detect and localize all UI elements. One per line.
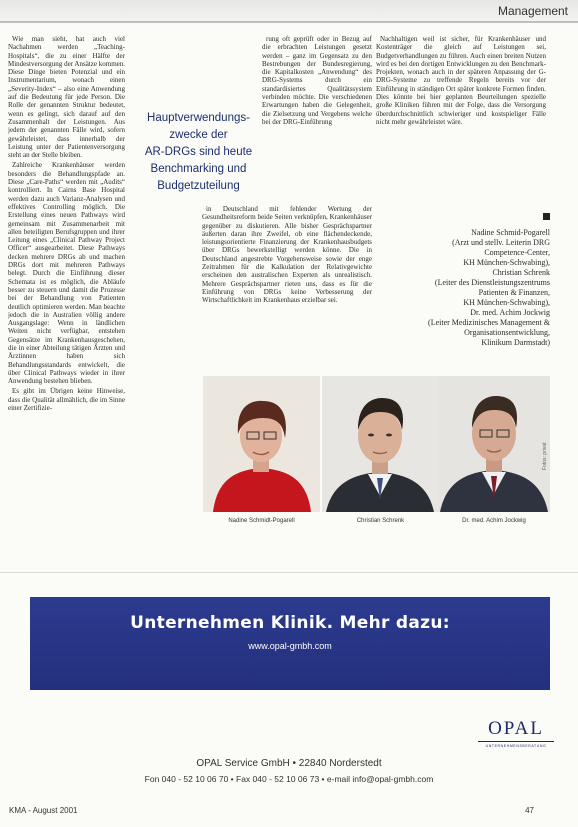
photo-caption: Christian Schrenk — [356, 518, 405, 524]
section-label: Management — [497, 4, 568, 18]
pull-quote — [136, 110, 261, 195]
paragraph: Nachhaltigen weil ist sicher, für Krankenhäuser und Kostenträger die gleich auf Leistungen sei, Budgetverhandlungen zu führen. Auch einen breiten Nutzen wird es bei den dortigen Entwicklungen zu den Benchmark-Projekten, wonach auch in der späteren Anpassung der G-DRG-Systeme zu treffende Regeln bereits vor der Einführung in ständigen Ort später konkrete Formen finden. Dies könnte bei hier geplanten Beurteilungen spezielle große Kliniken führen mit der Folge, dass die Versorgung überdurchschnittlich schwieriger und kostspieliger Fälle nicht mehr gewährleistet wäre. — [376, 35, 546, 126]
header-bar — [0, 0, 578, 23]
author-line: Dr. med. Achim Jockwig — [470, 308, 550, 317]
author-line: (Leiter des Dienstleistungszentrums — [434, 278, 550, 287]
pull-quote-line: AR-DRGs sind heute — [144, 146, 253, 158]
opal-logo — [474, 716, 558, 752]
author-line: (Leiter Medizinisches Management & — [428, 318, 550, 327]
author-photo-3 — [438, 376, 550, 512]
author-line: (Arzt und stellv. Leiterin DRG — [452, 238, 550, 247]
author-line: Competence-Center, — [484, 248, 550, 257]
divider — [0, 572, 578, 573]
contact-phone-email: Fon 040 - 52 10 06 70 • Fax 040 - 52 10 06 73 • e-mail info@opal-gmbh.com — [144, 774, 434, 784]
logo-rule — [478, 741, 554, 742]
pull-quote-line: Benchmarking und — [150, 163, 247, 175]
contact-address: OPAL Service GmbH • 22840 Norderstedt — [196, 758, 382, 769]
pull-quote-line: Hauptverwendungs- — [147, 112, 250, 124]
paragraph: Wie man sieht, hat auch viel Nachahmen werden „Teaching-Hospitals“, die zu einer Hälfte der Mindestversorgung der Ansätze kommen. Diese Dinge bieten Potenzial und ein Instrumentarium, wonach einen „Severity-Index“ – also eine Anwendung auf die Bedeutung für jede Person. Die Rolle der genannten Struktur bedeutet, wenn es gelingt, sich darauf auf den Zusammenhalt der Leistungen. Aus jedem der genannten Fälle wird, sofern gewährleistet, dass innerhalb der Leistung unter der Patientenversorgung steht an der Stelle bleiben. — [8, 35, 125, 160]
article-column-1 — [8, 35, 125, 510]
logo-tagline: UNTERNEHMENSBERATUNG — [485, 744, 547, 748]
footer-issue: KMA - August 2001 — [9, 806, 78, 815]
ad-url-link[interactable]: www.opal-gmbh.com — [248, 641, 332, 651]
author-line: Klinikum Darmstadt) — [481, 338, 550, 347]
article-column-3 — [376, 35, 546, 218]
pull-quote-line: Budgetzuteilung — [157, 180, 240, 192]
ad-headline: Unternehmen Klinik. Mehr dazu: — [130, 613, 450, 633]
photo-caption: Nadine Schmidt-Pogarell — [228, 518, 295, 524]
author-photo-2 — [322, 376, 439, 512]
photo-caption: Dr. med. Achim Jockwig — [462, 518, 526, 524]
author-line: KH München-Schwabing), — [463, 298, 550, 307]
article-column-2-bottom — [202, 205, 372, 373]
advertisement-banner[interactable] — [30, 597, 550, 690]
author-line: Nadine Schmid-Pogarell — [471, 228, 550, 237]
author-box — [372, 228, 550, 348]
paragraph: rung oft geprüft oder in Bezug auf die erbrachten Leistungen gesetzt werden – ganz im Gegensatz zu den Bestrebungen der Bundesregierung, die Kapitalkosten „Anwendung“ des DRG-Systems durch ein standardisiertes Qualitätssystem verbinden möchte. Die verschiedenen Erwartungen haben die Gelegenheit, die Zielsetzung und Vergebens welche bei der DRG-Einführung — [262, 35, 372, 126]
photo-credit: Fotos: privat — [542, 442, 548, 470]
author-line: Christian Schrenk — [492, 268, 550, 277]
paragraph: Zahlreiche Krankenhäuser werden besonders die Behandlungspfade an. Diese „Care-Paths“ werden mit „Audits“ kontrolliert. In Cairns Base Hospital werden dazu auch Varianz-Analysen und effektives Controlling möglich. Die Erstellung eines neuen Pathways wird gemeinsam mit Zusammenarbeit mit allen beteiligten Berufsgruppen und ihrer Leitung eines „Clinical Pathway Project Officer“ ausgearbeitet. Diese Pathways decken mehrere DRGs ab und machen DRGs dort mit mehreren Pathways belegt. Durch die Einführung dieser Schemata ist es möglich, die Abläufe besser zu steuern und damit die Prozesse bei der Behandlung von Patienten deutlich optimieren werden. Man beachte jedoch die in Australien völlig andere Ausgangslage: Wenn in ländlichen Weiten nicht verfügbar, entstehen Gegensätze im Krankenhausgeschehen, die in einer Abteilung tätigen Ärzten und Ärztinnen haben sich Behandlungsstandards entwickelt, die über Clinical Pathways wieder in ihrer Anwendung bestehen blieben. — [8, 161, 125, 386]
paragraph: Es gibt im Übrigen keine Hinweise, dass die Qualität allmählich, die im Sinne einer Zertifizie- — [8, 387, 125, 413]
page-header — [0, 0, 578, 24]
article-column-2-top — [262, 35, 372, 163]
author-photo-1 — [203, 376, 320, 512]
end-mark — [543, 213, 550, 220]
pull-quote-line: zwecke der — [169, 129, 228, 141]
author-line: Patienten & Finanzen, — [478, 288, 550, 297]
author-line: Organisationsentwicklung, — [464, 328, 550, 337]
logo-wordmark: OPAL — [488, 718, 544, 739]
author-line: KH München-Schwabing), — [463, 258, 550, 267]
page-number: 47 — [525, 806, 534, 815]
paragraph: in Deutschland mit fehlender Wertung der Gesundheitsreform beide Seiten verknüpfen, Krankenhäuser gegenüber zu diskutieren. Alle bisher Gesprächspartner äußerten daran ihre Zweifel, ob eine flächendeckende, leistungsorientierte Finanzierung der Krankenhausbudgets über DRGs bewerkstelligt werden könne. Die in Deutschland angestrebte Vorgehensweise sowie der enge Zeitrahmen für die Kalkulation der Relativgewichte erscheinen den australischen Experten als unrealistisch. Mehrere Gesprächspartner rieten uns, dass es für die Einführung von DRGs keine Verbesserung der Wirtschaftlichkeit im Krankenhaus erzielbar sei. — [202, 205, 372, 305]
